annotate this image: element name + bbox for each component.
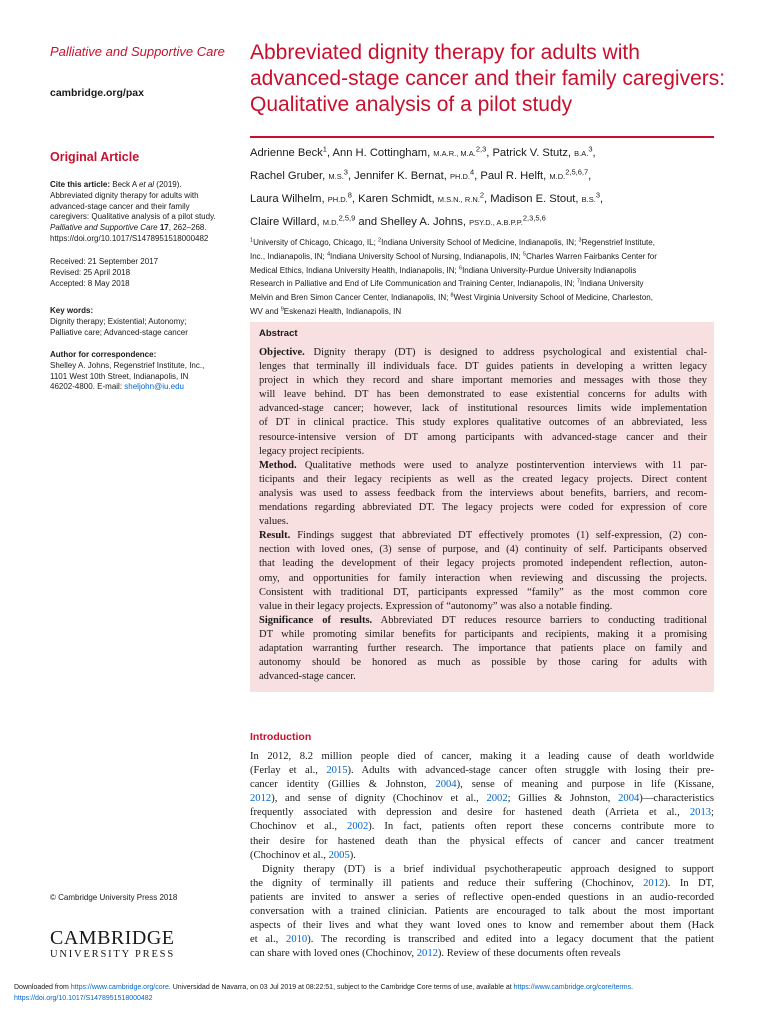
correspondence-label: Author for correspondence:	[50, 350, 157, 359]
reference-link[interactable]: 2012	[643, 877, 665, 889]
text-run: their desire for hastened death than the physical effects of cancer and cancer treatment	[250, 835, 714, 847]
introduction-line	[250, 891, 714, 905]
author: Shelley A. Johns, PSY.D., A.B.P.P.$^{2,3,5,6}$	[380, 213, 546, 228]
author: Laura Wilhelm, PH.D.$^8$	[250, 190, 352, 205]
date-received: Received: 21 September 2017	[50, 257, 159, 266]
introduction-line	[250, 792, 714, 806]
author: Claire Willard, M.D.$^{2,5,9}$	[250, 213, 356, 228]
footer-doi-link[interactable]: https://doi.org/10.1017/S1478951518000482	[14, 995, 153, 1002]
text-run: cancer identity (Gillies & Johnston,	[250, 779, 436, 791]
text-run: ), and sense of dignity (Chochinov et al.,	[271, 793, 487, 805]
introduction-line	[250, 905, 714, 919]
cite-doi[interactable]: https://doi.org/10.1017/S1478951518000482	[50, 233, 209, 243]
abstract-line: will leave behind. DT has been demonstrated to ease existential concerns for adults with	[259, 389, 707, 401]
date-revised: Revised: 25 April 2018	[50, 267, 131, 277]
footer-text: .	[631, 984, 634, 991]
introduction-line	[250, 778, 714, 792]
author-line: Claire Willard, M.D.$^{2,5,9}$ and Shelley A. Johns, PSY.D., A.B.P.P.$^{2,3,5,6}$	[250, 213, 546, 228]
author-line: Adrienne Beck$^1$, Ann H. Cottingham, M.A.R., M.A.$^{2,3}$, Patrick V. Stutz, B.A.$^3$,	[250, 144, 596, 159]
abstract-line: Result. Findings suggest that abbreviated DT effectively promotes (1) self-expression, (2) con-	[259, 530, 707, 542]
journal-site-link[interactable]: cambridge.org/pax	[50, 87, 144, 99]
abstract-line: DT while promoting similar benefits for participants and recipients, making it a promising	[259, 628, 707, 640]
author: Jennifer K. Bernat, PH.D.$^4$	[354, 167, 475, 182]
text-run: (Ferlay et al.,	[250, 765, 327, 777]
cite-et-al: et al	[138, 180, 155, 189]
article-title: Abbreviated dignity therapy for adults with advanced-stage cancer and their family caregivers: Qualitative analysis of a pilot study	[250, 41, 726, 116]
reference-link[interactable]: 2012	[250, 793, 272, 805]
cite-line: caregivers: Qualitative analysis of a pilot study.	[50, 212, 216, 222]
abstract-line: Consistent with traditional DT, participants expressed “family” as the most common core	[259, 586, 707, 598]
abstract-line: advanced-stage cancer.	[259, 671, 356, 683]
abstract-line: Method. Qualitative methods were used to analyze postintervention interviews with 11 par-	[259, 459, 707, 471]
footer-terms-link[interactable]: https://www.cambridge.org/core/terms	[513, 984, 632, 991]
abstract-line: nection with loved ones, (3) sense of purpose, and (4) continuity of self. Participants observed	[259, 544, 707, 556]
text-run: ), sense of meaning and purpose in life (Kissane,	[456, 779, 714, 791]
introduction-body	[250, 750, 714, 961]
introduction-line	[250, 764, 714, 778]
journal-name: Palliative and Supportive Care	[50, 44, 225, 59]
keywords-block	[50, 306, 240, 338]
introduction-line	[250, 933, 714, 947]
author: Rachel Gruber, M.S.$^3$	[250, 167, 348, 182]
cite-authors: Beck A	[112, 180, 139, 189]
text-run: ). The recording is transcribed and edited into a legacy document that the patient	[307, 934, 714, 946]
text-run: (Chochinov et al.,	[250, 849, 329, 861]
text-run: conversation with a trained clinician. Patients are encouraged to talk about the most important	[250, 906, 714, 918]
abstract-line: resource-intensive version of DT among participants with advanced-stage cancer and their	[259, 431, 707, 443]
cite-year: (2019).	[154, 180, 182, 189]
author: Ann H. Cottingham, M.A.R., M.A.$^{2,3}$	[332, 144, 487, 159]
affiliation-line: $^1$University of Chicago, Chicago, IL; $^2$Indiana University School of Medicine, Indianapolis, IN; $^3$Regenstrief Institute,	[250, 237, 655, 247]
cite-label: Cite this article:	[50, 180, 111, 189]
author-list	[250, 142, 720, 234]
affiliation-line: Melvin and Bren Simon Cancer Center, Indianapolis, IN; $^8$West Virginia University School of Medicine, Charleston,	[250, 292, 653, 303]
affiliations	[250, 236, 720, 319]
publisher-logo-line1: CAMBRIDGE	[50, 927, 175, 949]
text-run: In 2012, 8.2 million people died of cancer, making it a leading cause of death worldwide	[250, 751, 714, 762]
abstract-line: mendations regarding abbreviated DT. The legacy projects were coded for expression of core	[259, 502, 707, 514]
reference-link[interactable]: 2002	[486, 793, 508, 805]
cite-journal: Palliative and Supportive Care	[50, 223, 158, 233]
affiliation-line: Inc., Indianapolis, IN; $^4$Indiana University School of Nursing, Indianapolis, IN; $^5$Charles Warren Fairbanks Center for	[250, 251, 657, 261]
reference-link[interactable]: 2002	[347, 821, 369, 833]
abstract-line: advanced-stage cancer; however, lack of institutional resources limits wide implementation	[259, 403, 707, 415]
text-run: can share with loved ones (Chochinov,	[250, 948, 417, 960]
abstract-body	[259, 346, 707, 684]
author-line: Laura Wilhelm, PH.D.$^8$, Karen Schmidt, M.S.N., R.N.$^2$, Madison E. Stout, B.S.$^3$,	[250, 190, 604, 205]
affiliation-line: Medical Ethics, Indiana University Health, Indianapolis, IN; $^6$Indiana University-Purdue University Indianapolis	[250, 264, 637, 275]
introduction-heading: Introduction	[250, 731, 312, 743]
footer-core-link[interactable]: https://www.cambridge.org/core	[70, 984, 169, 991]
introduction-line	[250, 806, 714, 820]
text-run: aspects of their lives and what they want loved ones to know and remember about them (Hack	[250, 920, 714, 932]
text-run: Chochinov et al.,	[250, 821, 348, 833]
text-run: patients are invited to answer a series of reflective open-ended questions in an audio-recorded	[250, 891, 714, 903]
publisher-logo	[50, 928, 190, 961]
reference-link[interactable]: 2015	[326, 765, 348, 777]
abstract-title: Abstract	[259, 328, 298, 339]
reference-link[interactable]: 2010	[286, 934, 308, 946]
abstract-line: value in their legacy projects. Expression of “autonomy” was also a notable finding.	[259, 600, 613, 612]
introduction-line	[250, 750, 714, 764]
introduction-line	[250, 820, 714, 834]
cite-line: advanced-stage cancer and their family	[50, 201, 190, 211]
reference-link[interactable]: 2005	[328, 849, 350, 861]
affiliation-line: Research in Palliative and End of Life Communication and Training Center, Indianapolis, IN; $^7$Indiana University	[250, 278, 644, 289]
introduction-line	[250, 863, 714, 877]
cite-pages: , 262–268.	[168, 223, 207, 233]
title-rule	[250, 136, 714, 138]
correspondence-email-link[interactable]: sheljohn@iu.edu	[124, 382, 184, 392]
abstract-line: that leading the development of their legacy projects promoted independent reflection, auton-	[259, 558, 707, 570]
cite-line: Abbreviated dignity therapy for adults with	[50, 190, 199, 200]
text-run: ).	[349, 849, 356, 861]
text-run: Dignity therapy (DT) is a brief individual psychotherapeutic approach designed to support	[262, 863, 714, 875]
author-line: Rachel Gruber, M.S.$^3$, Jennifer K. Bernat, PH.D.$^4$, Paul R. Helft, M.D.$^{2,5,6,7}$,	[250, 167, 592, 182]
reference-link[interactable]: 2012	[416, 948, 438, 960]
copyright: © Cambridge University Press 2018	[50, 893, 178, 902]
text-run: the dignity of terminally ill patients and reduce their suffering (Chochinov,	[250, 877, 644, 889]
text-run: ). Review of these documents often reveals	[437, 948, 621, 960]
abstract-line: ticipants and their legacy recipients as well as the created legacy projects. Direct content	[259, 473, 707, 485]
text-run: ). In fact, patients often report these concerns contribute more to	[368, 821, 714, 833]
text-run: ). In DT,	[664, 877, 714, 889]
abstract-line: autonomy should be honored as much as possible by those caring for adults with	[259, 657, 707, 669]
keywords-line: Dignity therapy; Existential; Autonomy;	[50, 316, 187, 326]
correspondence-line: Shelley A. Johns, Regenstrief Institute, Inc.,	[50, 360, 205, 370]
text-run: ;	[711, 807, 714, 819]
citation-block	[50, 180, 240, 245]
correspondence-block	[50, 350, 240, 393]
cite-volume: 17	[159, 223, 169, 233]
author: Paul R. Helft, M.D.$^{2,5,6,7}$	[480, 167, 589, 182]
author: Adrienne Beck$^1$	[250, 144, 327, 159]
author: Karen Schmidt, M.S.N., R.N.$^2$	[358, 190, 484, 205]
introduction-line	[250, 835, 714, 849]
text-run: ). Adults with advanced-stage cancer often struggle with losing their pre-	[347, 765, 715, 777]
author: Patrick V. Stutz, B.A.$^3$	[492, 144, 593, 159]
abstract-line: omy, and opportunities for family interaction when reviewing and discussing the projects.	[259, 572, 707, 584]
footer-text: . Universidad de Navarra, on 03 Jul 2019 at 08:22:51, subject to the Cambridge Core terms of use, available at	[168, 984, 514, 991]
reference-link[interactable]: 2004	[618, 793, 640, 805]
introduction-line	[250, 877, 714, 891]
date-accepted: Accepted: 8 May 2018	[50, 278, 130, 288]
keywords-label: Key words:	[50, 306, 94, 315]
footer-text: Downloaded from	[14, 984, 71, 991]
reference-link[interactable]: 2004	[435, 779, 457, 791]
text-run: frequently associated with depression and desire for hastened death (Arrieta et al.,	[250, 807, 690, 819]
correspondence-line: 46202-4800. E-mail:	[50, 382, 125, 392]
abstract-line: project in which they record and share important memories and messages with those they	[259, 375, 707, 387]
correspondence-line: 1101 West 10th Street, Indianapolis, IN	[50, 371, 189, 381]
keywords-line: Palliative care; Advanced-stage cancer	[50, 327, 188, 337]
abstract-line: Objective. Dignity therapy (DT) is designed to address psychological and existential chal-	[259, 347, 707, 358]
introduction-line	[250, 919, 714, 933]
abstract-line: Significance of results. Abbreviated DT reduces resource barriers to conducting traditional	[259, 614, 707, 626]
download-footer	[14, 982, 754, 1004]
article-type: Original Article	[50, 150, 140, 164]
abstract-line: analysis was used to assess feedback from the interviews about benefits, barriers, and recom-	[259, 487, 707, 499]
introduction-line	[250, 849, 714, 863]
abstract-line: of DT in clinical practice. This study explores qualitative outcomes of an abbreviated, less	[259, 417, 707, 429]
abstract-line: legacy project recipients.	[259, 445, 365, 457]
text-run: )—characteristics	[639, 793, 714, 805]
text-run: ; Gillies & Johnston,	[507, 793, 619, 805]
author: Madison E. Stout, B.S.$^3$	[490, 190, 600, 205]
abstract-line: adaptation warranting further research. The importance that patients place on family and	[259, 642, 707, 654]
reference-link[interactable]: 2013	[689, 807, 712, 819]
text-run: et al.,	[250, 934, 287, 946]
introduction-line	[250, 947, 714, 961]
publisher-logo-line2: UNIVERSITY PRESS	[50, 949, 175, 960]
abstract-line: lenges that terminally ill individuals face. DT guides patients in developing a written legacy	[259, 361, 707, 373]
abstract-line: values.	[259, 516, 289, 528]
affiliation-line: WV and $^9$Eskenazi Health, Indianapolis, IN	[250, 306, 402, 316]
dates-block	[50, 257, 240, 289]
